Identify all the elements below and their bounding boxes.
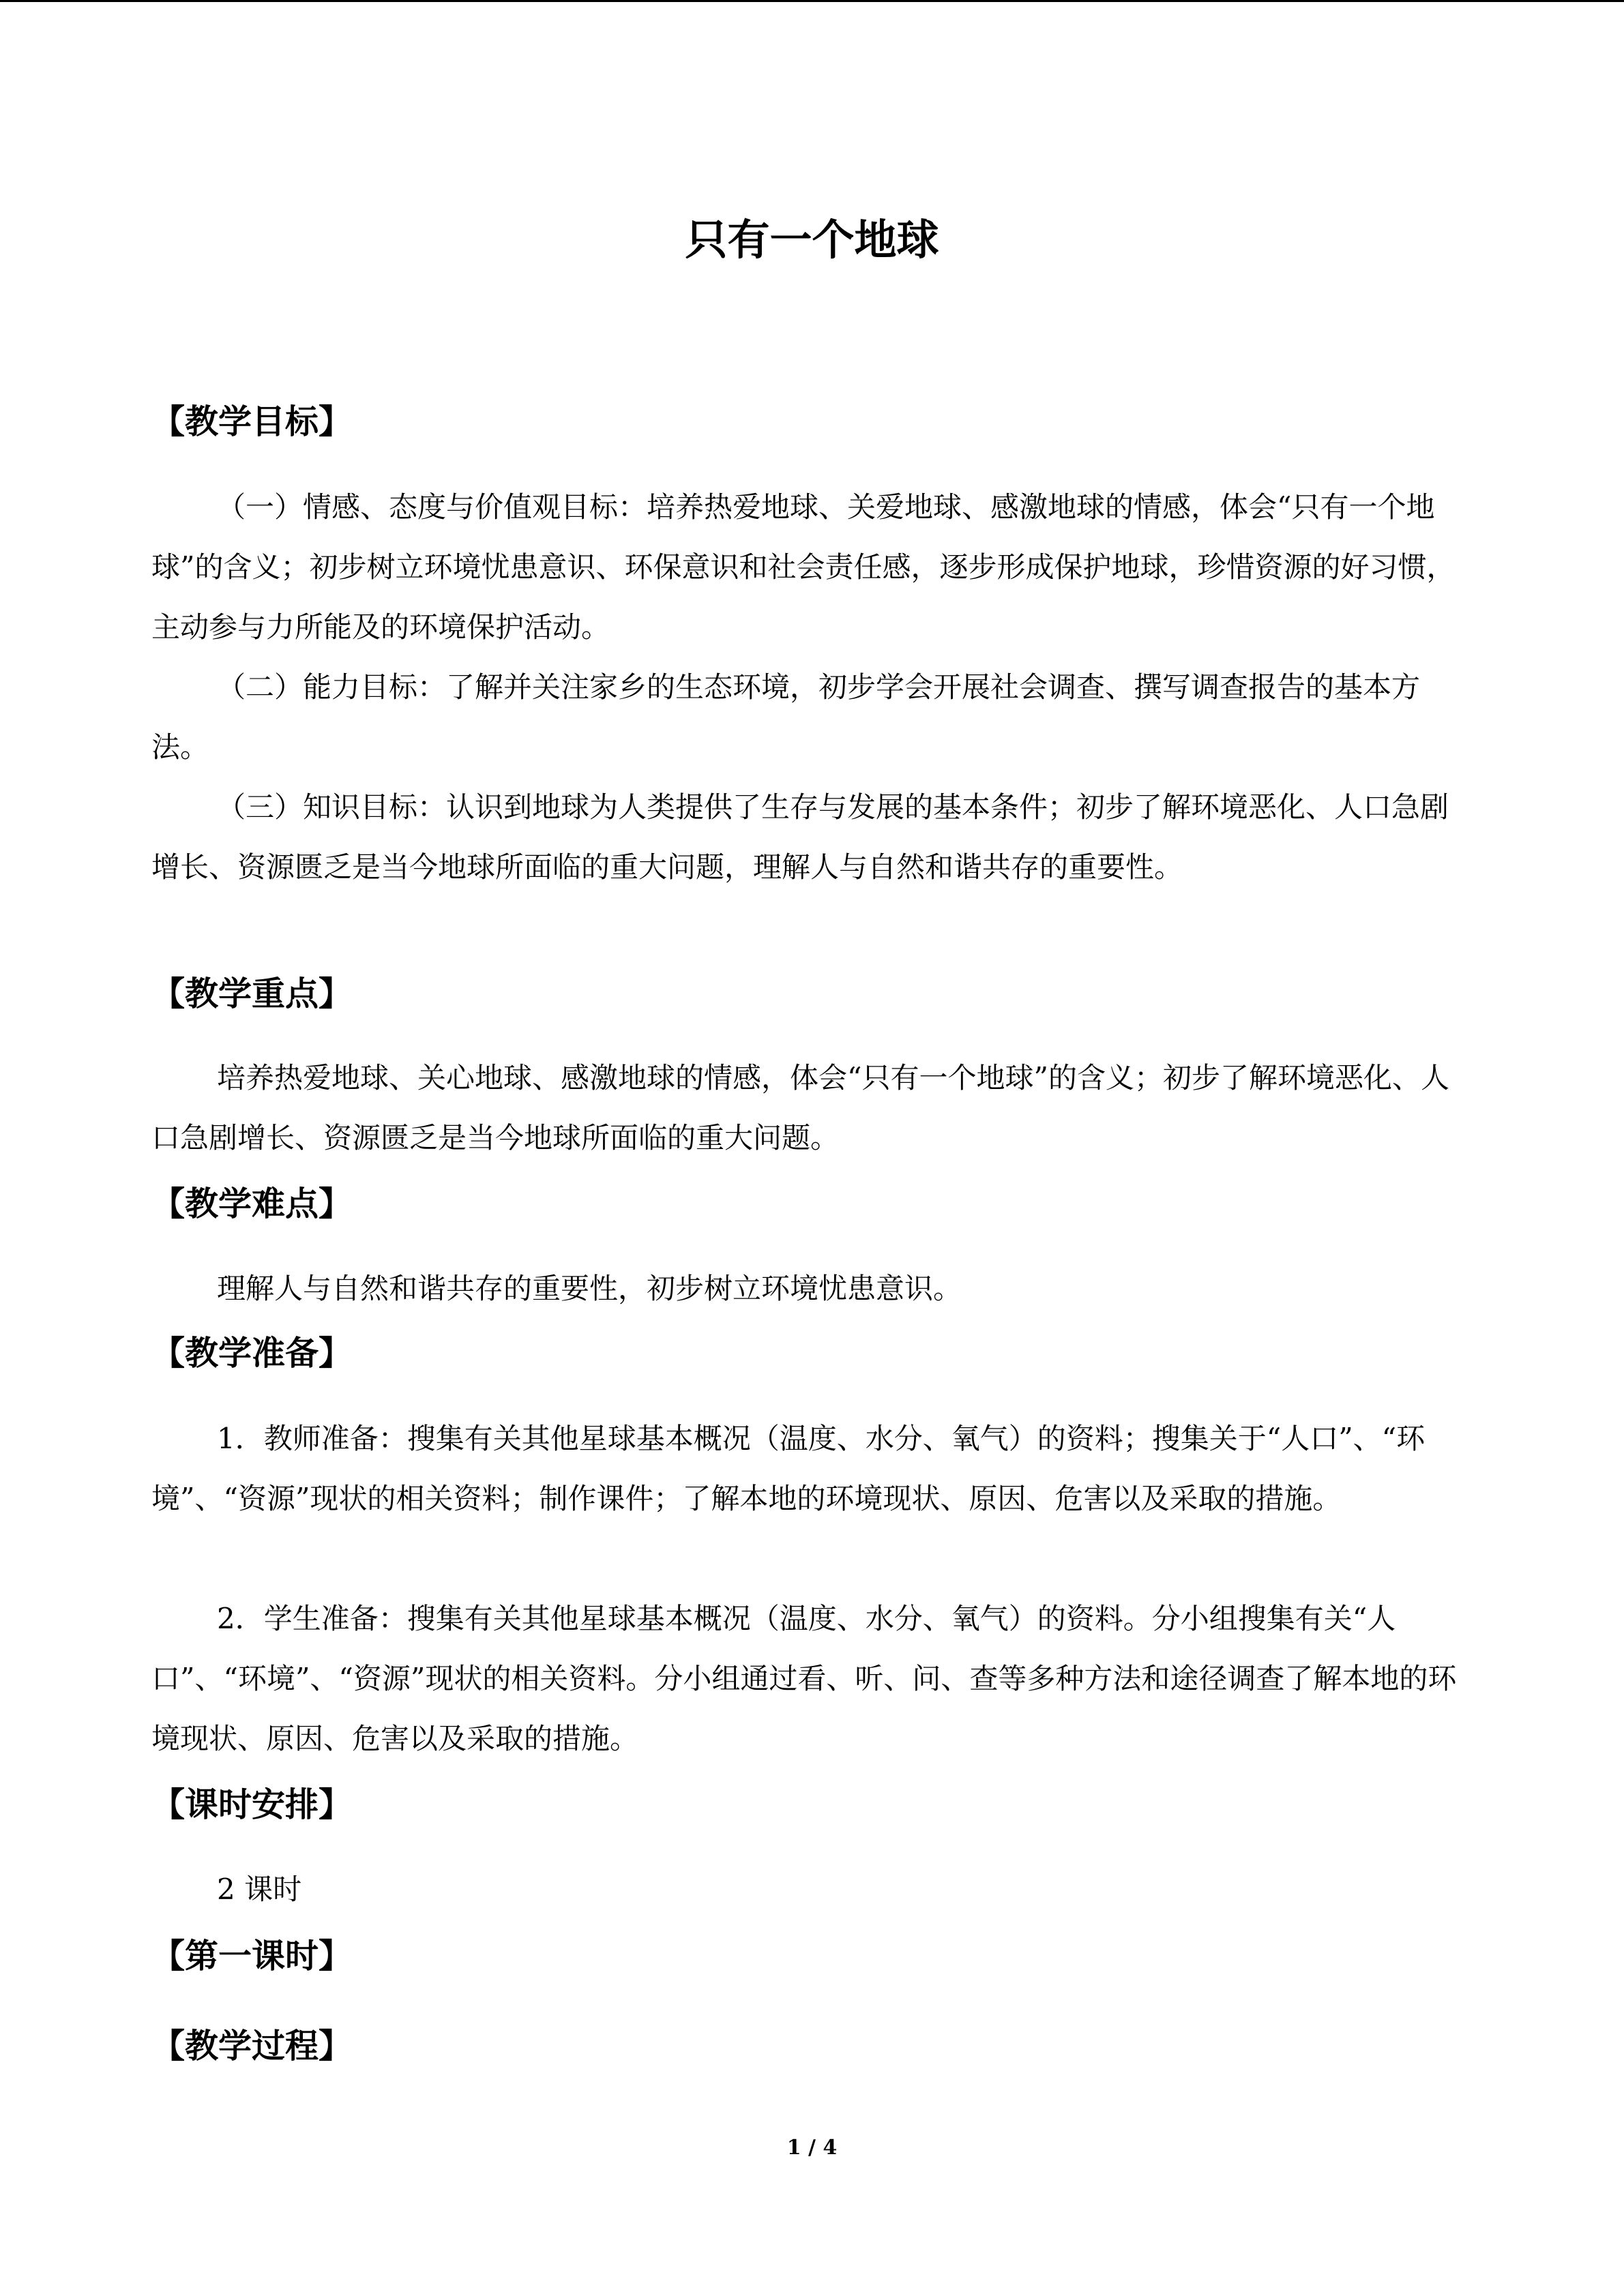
heading-process: 【教学过程】 <box>151 2027 353 2066</box>
heading-difficulties: 【教学难点】 <box>151 1184 353 1223</box>
paragraph-objective-2: （二）能力目标：了解并关注家乡的生态环境，初步学会开展社会调查、撰写调查报告的基本方法。 <box>151 670 1421 764</box>
heading-preparation: 【教学准备】 <box>151 1334 353 1373</box>
paragraph-schedule: 2 课时 <box>217 1873 302 1906</box>
paragraph-difficulties: 理解人与自然和谐共存的重要性，初步树立环境忧患意识。 <box>217 1272 962 1305</box>
page-number: 1 / 4 <box>786 2136 838 2160</box>
paragraph-teacher-prep: 1．教师准备：搜集有关其他星球基本概况（温度、水分、氧气）的资料；搜集关于“人口”、“环境”、“资源”现状的相关资料；制作课件；了解本地的环境现状、原因、危害以及采取的措施。 <box>151 1422 1426 1515</box>
heading-objectives: 【教学目标】 <box>151 402 353 441</box>
heading-schedule: 【课时安排】 <box>151 1785 353 1824</box>
document-title: 只有一个地球 <box>685 215 939 265</box>
paragraph-objective-1: （一）情感、态度与价值观目标：培养热爱地球、关爱地球、感激地球的情感，体会“只有一个地球”的含义；初步树立环境忧患意识、环保意识和社会责任感，逐步形成保护地球，珍惜资源的好习惯，主动参与力所能及的环境保护活动。 <box>151 490 1456 644</box>
heading-first-lesson: 【第一课时】 <box>151 1937 353 1976</box>
top-border <box>0 0 1624 2</box>
paragraph-student-prep: 2．学生准备：搜集有关其他星球基本概况（温度、水分、氧气）的资料。分小组搜集有关“人口”、“环境”、“资源”现状的相关资料。分小组通过看、听、问、查等多种方法和途径调查了解本地的环境现状、原因、危害以及采取的措施。 <box>151 1602 1457 1755</box>
paragraph-key-points: 培养热爱地球、关心地球、感激地球的情感，体会“只有一个地球”的含义；初步了解环境恶化、人口急剧增长、资源匮乏是当今地球所面临的重大问题。 <box>151 1061 1449 1154</box>
heading-key-points: 【教学重点】 <box>151 974 353 1013</box>
paragraph-objective-3: （三）知识目标：认识到地球为人类提供了生存与发展的基本条件；初步了解环境恶化、人口急剧增长、资源匮乏是当今地球所面临的重大问题，理解人与自然和谐共存的重要性。 <box>151 790 1449 884</box>
